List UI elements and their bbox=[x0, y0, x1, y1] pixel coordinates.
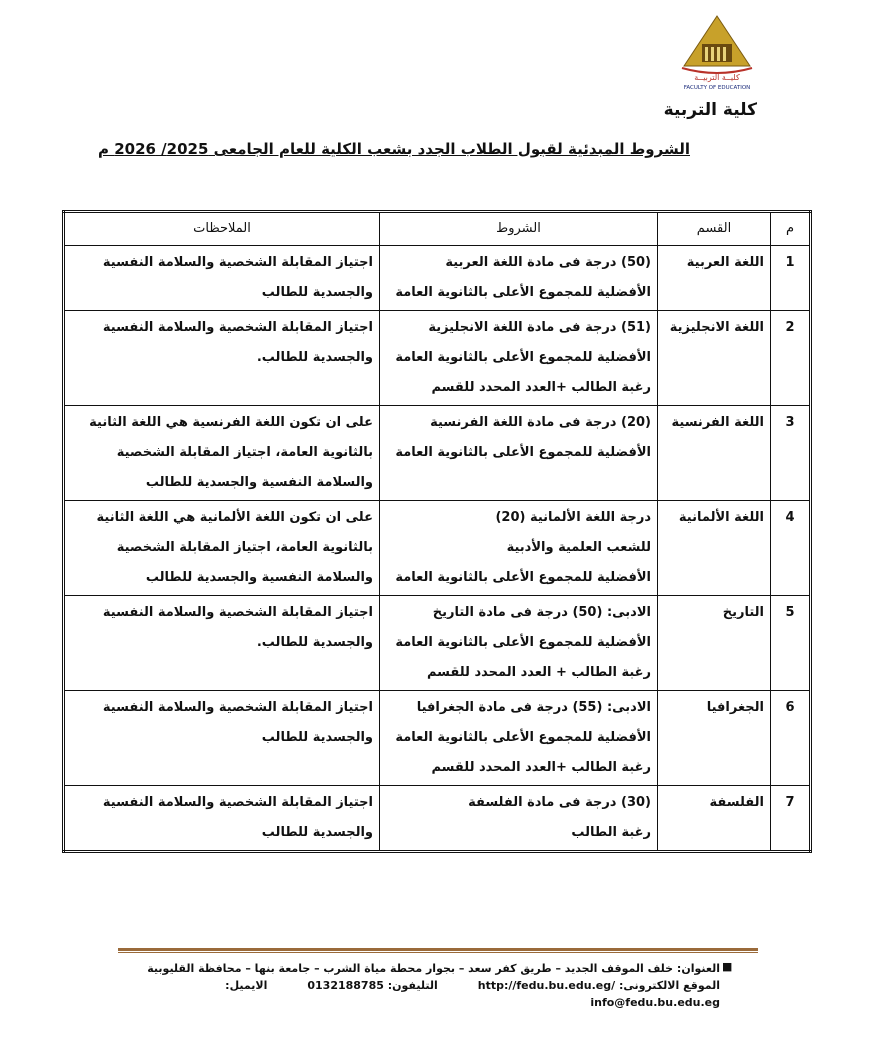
row-conditions bbox=[380, 786, 658, 852]
faculty-logo bbox=[672, 14, 762, 92]
admission-conditions-table bbox=[62, 210, 812, 853]
note-line: اجتياز المقابلة الشخصية والسلامة النفسية bbox=[102, 255, 373, 270]
footer-email[interactable]: info@fedu.bu.edu.eg bbox=[590, 996, 720, 1009]
row-conditions bbox=[380, 596, 658, 691]
footer-phone: 0132188785 bbox=[307, 979, 384, 992]
note-line: والجسدية للطالب. bbox=[256, 635, 373, 650]
note-line: والسلامة النفسية والجسدية للطالب bbox=[145, 475, 373, 490]
footer-website-label: الموقع الالكترونى: bbox=[618, 979, 720, 992]
header-num: م bbox=[771, 212, 811, 246]
footer-website[interactable]: http://fedu.bu.edu.eg/ bbox=[477, 979, 616, 992]
header-conditions: الشروط bbox=[380, 212, 658, 246]
condition-line: الادبى: (55) درجة فى مادة الجغرافيا bbox=[416, 700, 651, 715]
condition-line: الأفضلية للمجموع الأعلى بالثانوية العامة bbox=[395, 570, 651, 585]
row-conditions bbox=[380, 311, 658, 406]
note-line: بالثانوية العامة، اجتياز المقابلة الشخصية bbox=[116, 540, 373, 555]
note-line: والجسدية للطالب. bbox=[256, 350, 373, 365]
row-conditions bbox=[380, 406, 658, 501]
row-department: اللغة الفرنسية bbox=[658, 406, 771, 501]
row-number: 3 bbox=[771, 406, 811, 501]
condition-line: الادبى: (50) درجة فى مادة التاريخ bbox=[432, 605, 651, 620]
note-line: على ان تكون اللغة الألمانية هي اللغة الثانية bbox=[96, 510, 373, 525]
note-line: اجتياز المقابلة الشخصية والسلامة النفسية bbox=[102, 700, 373, 715]
row-department: التاريخ bbox=[658, 596, 771, 691]
header-department: القسم bbox=[658, 212, 771, 246]
row-conditions bbox=[380, 246, 658, 311]
condition-line: الأفضلية للمجموع الأعلى بالثانوية العامة bbox=[395, 285, 651, 300]
condition-line: رغبة الطالب +العدد المحدد للقسم bbox=[431, 760, 651, 775]
condition-line: (51) درجة فى مادة اللغة الانجليزية bbox=[428, 320, 651, 335]
footer bbox=[147, 960, 720, 1011]
note-line: والجسدية للطالب bbox=[261, 825, 373, 840]
row-notes bbox=[64, 246, 380, 311]
condition-line: رغبة الطالب bbox=[571, 825, 651, 840]
row-number: 4 bbox=[771, 501, 811, 596]
row-conditions bbox=[380, 691, 658, 786]
condition-line: الأفضلية للمجموع الأعلى بالثانوية العامة bbox=[395, 445, 651, 460]
row-department: اللغة الانجليزية bbox=[658, 311, 771, 406]
condition-line: رغبة الطالب + العدد المحدد للقسم bbox=[426, 665, 651, 680]
logo-arabic-text: كليــة التربيــة bbox=[694, 73, 740, 82]
footer-phone-group bbox=[307, 977, 437, 994]
table-row bbox=[64, 596, 811, 691]
condition-line: (20) درجة فى مادة اللغة الفرنسية bbox=[430, 415, 651, 430]
condition-line: درجة اللغة الألمانية (20) bbox=[495, 510, 651, 525]
footer-phone-label: التليفون: bbox=[387, 979, 438, 992]
document-title: الشروط المبدئية لقبول الطلاب الجدد بشعب الكلية للعام الجامعى 2025/ 2026 م bbox=[97, 140, 690, 158]
logo-english-text: FACULTY OF EDUCATION bbox=[683, 85, 751, 91]
condition-line: للشعب العلمية والأدبية bbox=[506, 540, 651, 555]
condition-line: (50) درجة فى مادة اللغة العربية bbox=[445, 255, 651, 270]
condition-line: (30) درجة فى مادة الفلسفة bbox=[468, 795, 651, 810]
bullet-icon: ■ bbox=[722, 960, 733, 973]
condition-line: الأفضلية للمجموع الأعلى بالثانوية العامة bbox=[395, 730, 651, 745]
condition-line: الأفضلية للمجموع الأعلى بالثانوية العامة bbox=[395, 635, 651, 650]
condition-line: رغبة الطالب +العدد المحدد للقسم bbox=[431, 380, 651, 395]
table-row bbox=[64, 311, 811, 406]
note-line: والجسدية للطالب bbox=[261, 730, 373, 745]
table-row bbox=[64, 406, 811, 501]
note-line: على ان تكون اللغة الفرنسية هي اللغة الثانية bbox=[89, 415, 373, 430]
table-row bbox=[64, 691, 811, 786]
row-number: 1 bbox=[771, 246, 811, 311]
note-line: اجتياز المقابلة الشخصية والسلامة النفسية bbox=[102, 320, 373, 335]
row-notes bbox=[64, 311, 380, 406]
row-notes bbox=[64, 691, 380, 786]
table-row bbox=[64, 501, 811, 596]
header-notes: الملاحظات bbox=[64, 212, 380, 246]
note-line: بالثانوية العامة، اجتياز المقابلة الشخصية bbox=[116, 445, 373, 460]
note-line: والسلامة النفسية والجسدية للطالب bbox=[145, 570, 373, 585]
row-notes bbox=[64, 786, 380, 852]
note-line: والجسدية للطالب bbox=[261, 285, 373, 300]
footer-website-group bbox=[478, 977, 720, 994]
row-number: 5 bbox=[771, 596, 811, 691]
row-department: اللغة العربية bbox=[658, 246, 771, 311]
pyramid-emblem-icon bbox=[672, 14, 762, 92]
faculty-name: كلية التربية bbox=[663, 100, 757, 120]
table-row bbox=[64, 246, 811, 311]
row-number: 2 bbox=[771, 311, 811, 406]
row-number: 7 bbox=[771, 786, 811, 852]
row-department: اللغة الألمانية bbox=[658, 501, 771, 596]
footer-email-label: الايميل: bbox=[225, 979, 268, 992]
row-conditions bbox=[380, 501, 658, 596]
footer-divider bbox=[118, 948, 758, 953]
condition-line: الأفضلية للمجموع الأعلى بالثانوية العامة bbox=[395, 350, 651, 365]
note-line: اجتياز المقابلة الشخصية والسلامة النفسية bbox=[102, 605, 373, 620]
row-number: 6 bbox=[771, 691, 811, 786]
row-notes bbox=[64, 501, 380, 596]
row-notes bbox=[64, 406, 380, 501]
row-department: الفلسفة bbox=[658, 786, 771, 852]
note-line: اجتياز المقابلة الشخصية والسلامة النفسية bbox=[102, 795, 373, 810]
footer-address: العنوان: خلف الموقف الجديد – طريق كفر سعد – بجوار محطة مياة الشرب – جامعة بنها – محافظة القليوبية bbox=[147, 962, 720, 975]
table-header-row bbox=[64, 212, 811, 246]
row-notes bbox=[64, 596, 380, 691]
row-department: الجغرافيا bbox=[658, 691, 771, 786]
table-row bbox=[64, 786, 811, 852]
